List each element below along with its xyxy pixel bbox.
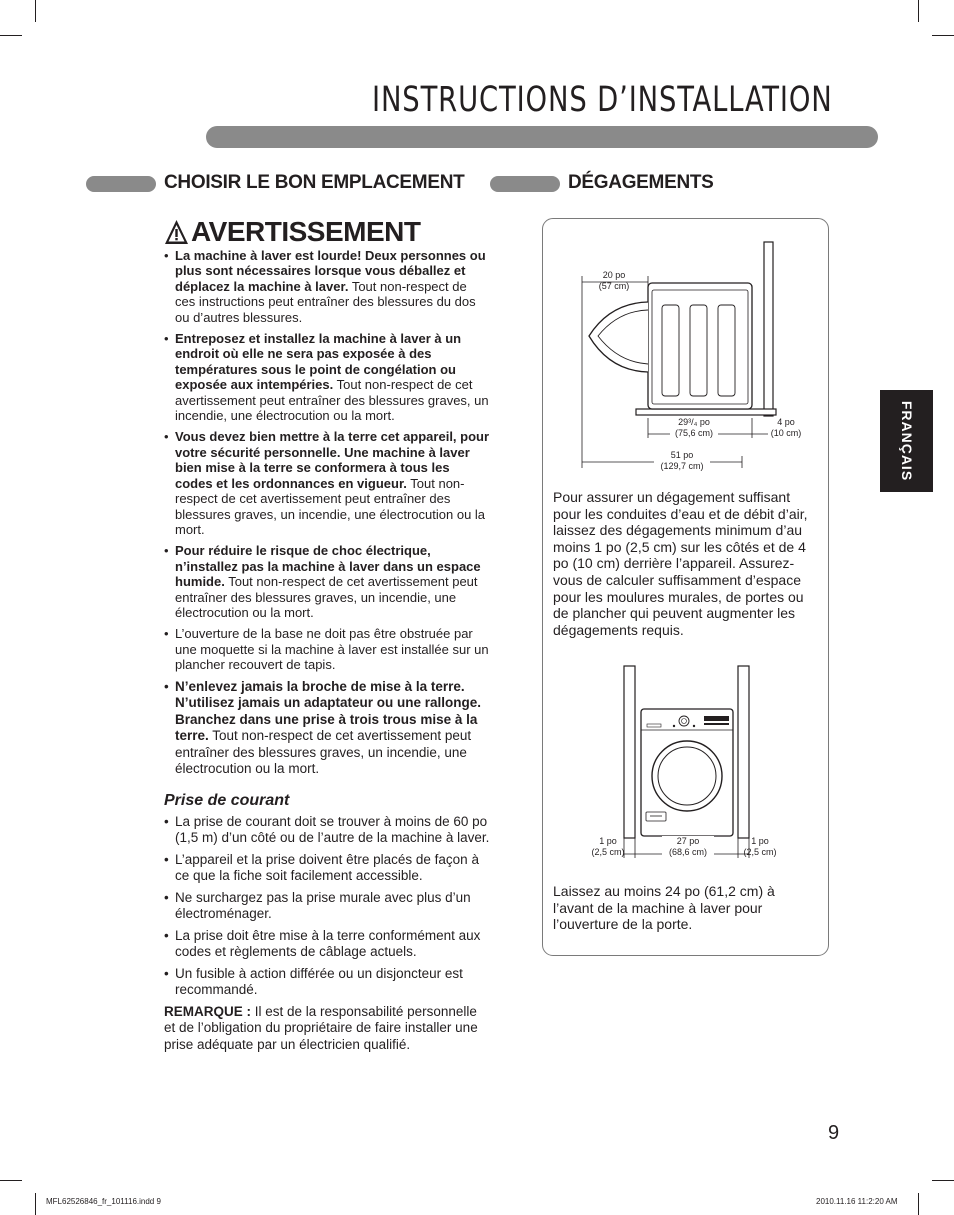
outlet-item: • L’appareil et la prise doivent être placés de façon à ce que la fiche soit facilement accessible. bbox=[164, 852, 490, 885]
title-bar bbox=[206, 126, 878, 148]
crop-mark bbox=[918, 0, 919, 22]
dim-right-cm: (2,5 cm) bbox=[743, 847, 777, 857]
warning-bold: La machine à laver est lourde! Deux personnes ou plus sont nécessaires lorsque vous déballez et déplacez la machine à laver. bbox=[175, 248, 486, 294]
note-label: REMARQUE : bbox=[164, 1003, 251, 1019]
outlet-item: • La prise de courant doit se trouver à moins de 60 po (1,5 m) d’un côté ou de l’autre de la machine à laver. bbox=[164, 814, 490, 847]
warning-text: L’ouverture de la base ne doit pas être obstruée par une moquette si la machine à laver est installée sur un plancher recouvert de tapis. bbox=[175, 626, 489, 673]
dim-body bbox=[670, 417, 718, 439]
language-tab bbox=[880, 390, 933, 492]
warning-title-text: AVERTISSEMENT bbox=[191, 216, 421, 247]
footer-date: 2010.11.16 11:2:20 AM bbox=[816, 1197, 898, 1206]
dim-total-po: 51 po bbox=[670, 450, 694, 460]
heading-emplacement: CHOISIR LE BON EMPLACEMENT bbox=[164, 172, 465, 193]
footer-file: MFL62526846_fr_101116.indd 9 bbox=[46, 1197, 161, 1206]
warning-list bbox=[164, 248, 490, 778]
heading-degagements: DÉGAGEMENTS bbox=[568, 172, 714, 193]
dim-depth-po: 20 po bbox=[602, 270, 626, 280]
dim-total bbox=[654, 450, 710, 472]
dim-width bbox=[662, 836, 714, 858]
warning-text: Tout non-respect de cet avertissement peut entraîner des blessures graves, un incendie, une électrocution ou la mort. bbox=[175, 475, 486, 537]
section-pill bbox=[86, 176, 156, 192]
warning-item bbox=[164, 626, 490, 672]
warning-text: Tout non-respect de cet avertissement peut entraîner des blessures graves, un incendie, une électrocution ou la mort. bbox=[175, 377, 489, 424]
warning-text: Tout non-respect de cet avertissement peut entraîner des blessures graves, un incendie, une électrocution ou la mort. bbox=[175, 574, 478, 620]
language-tab-label: FRANÇAIS bbox=[898, 400, 915, 482]
warning-item bbox=[164, 331, 490, 423]
front-view-diagram bbox=[580, 660, 800, 860]
warning-bold: Pour réduire le risque de choc électrique, n’installez pas la machine à laver dans un espace humide. bbox=[175, 543, 481, 590]
warning-item bbox=[164, 248, 490, 325]
left-column bbox=[164, 248, 490, 1053]
warning-item bbox=[164, 679, 490, 778]
page-number: 9 bbox=[828, 1122, 840, 1144]
outlet-item: • La prise doit être mise à la terre conformément aux codes et règlements de câblage actuels. bbox=[164, 928, 490, 961]
note bbox=[164, 1004, 490, 1054]
warning-text: Tout non-respect de ces instructions peut entraîner des blessures du dos ou d’autres blessures. bbox=[175, 278, 476, 325]
crop-mark bbox=[35, 0, 36, 22]
dim-left-cm: (2,5 cm) bbox=[591, 847, 625, 857]
crop-mark bbox=[0, 35, 22, 36]
warning-text: Tout non-respect de cet avertissement peut entraîner des blessures graves, un incendie, une électrocution ou la mort. bbox=[175, 728, 472, 777]
warning-item bbox=[164, 429, 490, 537]
warning-bold: Vous devez bien mettre à la terre cet appareil, pour votre sécurité personnelle. Une machine à laver bien mise à la terre se conformera à tous les codes et les ordonnances en vigueur. bbox=[175, 429, 490, 491]
crop-mark bbox=[932, 35, 954, 36]
dim-left-po: 1 po bbox=[599, 836, 617, 846]
dim-left bbox=[588, 836, 628, 858]
crop-mark bbox=[0, 1180, 22, 1181]
dim-width-po: 27 po bbox=[676, 836, 700, 846]
page-title: INSTRUCTIONS D’INSTALLATION bbox=[372, 80, 833, 120]
dim-back-po: 4 po bbox=[777, 417, 795, 427]
warning-bold: Entreposez et installez la machine à laver à un endroit où elle ne sera pas exposée à des températures sous le point de congélation ou exposée aux intempéries. bbox=[175, 331, 462, 393]
warning-triangle-icon bbox=[164, 219, 189, 245]
dim-width-cm: (68,6 cm) bbox=[668, 847, 707, 857]
dim-depth-cm: (57 cm) bbox=[598, 281, 630, 291]
dim-depth bbox=[596, 270, 632, 292]
warning-bold: N’enlevez jamais la broche de mise à la terre. N’utilisez jamais un adaptateur ou une rallonge. Branchez dans une prise à trois trous mise à la terre. bbox=[175, 678, 482, 744]
crop-mark bbox=[35, 1193, 36, 1215]
outlet-list bbox=[164, 814, 490, 999]
clearance-paragraph-2: Laissez au moins 24 po (61,2 cm) à l’avant de la machine à laver pour l’ouverture de la porte. bbox=[553, 883, 775, 933]
section-pill bbox=[490, 176, 560, 192]
warning-title bbox=[164, 214, 420, 250]
dim-back-cm: (10 cm) bbox=[770, 428, 802, 438]
warning-item bbox=[164, 543, 490, 620]
dim-body-po: 29³/₄ po bbox=[678, 417, 710, 427]
outlet-item: • Un fusible à action différée ou un disjoncteur est recommandé. bbox=[164, 966, 490, 999]
clearance-paragraph-1: Pour assurer un dégagement suffisant pour les conduites d’eau et de débit d’air, laissez des dégagements minimum d’au moins 1 po (2,5 cm) sur les côtés et de 4 po (10 cm) derrière l’appareil. Assurez-vous de calculer suffisamment d’espace pour les moulures murales, de portes ou de plancher qui peuvent augmenter les dégagements requis. bbox=[553, 489, 808, 638]
dim-total-cm: (129,7 cm) bbox=[660, 461, 704, 471]
note-text: Il est de la responsabilité personnelle et de l’obligation du propriétaire de faire installer une prise adéquate par un électricien qualifié. bbox=[164, 1003, 478, 1052]
dim-back bbox=[768, 417, 804, 439]
outlet-item: • Ne surchargez pas la prise murale avec plus d’un électroménager. bbox=[164, 890, 490, 923]
crop-mark bbox=[918, 1193, 919, 1215]
dim-body-cm: (75,6 cm) bbox=[674, 428, 713, 438]
outlet-title: Prise de courant bbox=[164, 791, 290, 809]
dim-right bbox=[740, 836, 780, 858]
dim-right-po: 1 po bbox=[751, 836, 769, 846]
crop-mark bbox=[932, 1180, 954, 1181]
